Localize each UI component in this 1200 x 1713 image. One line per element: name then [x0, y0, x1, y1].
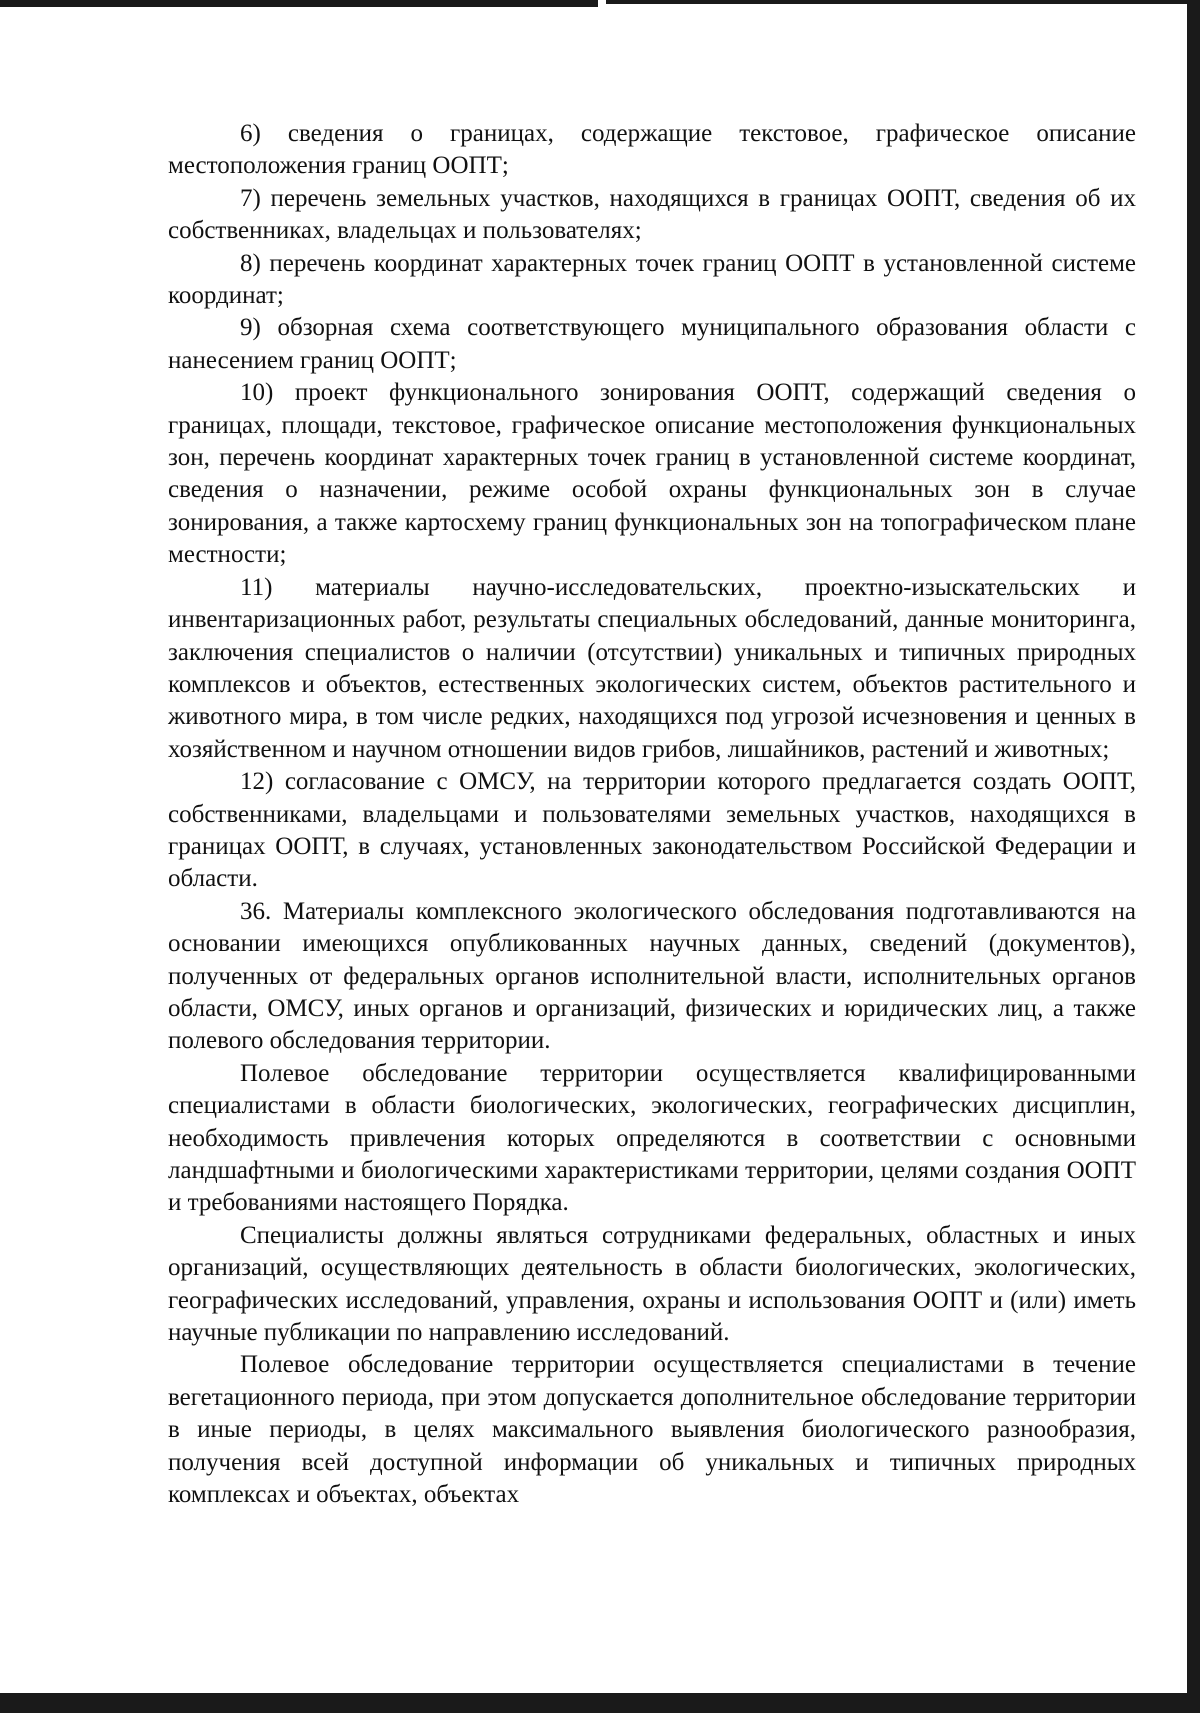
paragraph-item-10: 10) проект функционального зонирования ООПТ, содержащий сведения о границах, площади, текстовое, графическое описание местоположения функциональных зон, перечень координат характерных точек границ в установленной системе координат, сведения о назначении, режиме особой охраны функциональных зон в случае зонирования, а также картосхему границ функциональных зон на топографическом плане местности;	[168, 379, 1136, 569]
scan-edge-top-left	[0, 0, 598, 7]
paragraph-item-6: 6) сведения о границах, содержащие текстовое, графическое описание местоположения границ ООПТ;	[168, 120, 1136, 180]
paragraph-item-7: 7) перечень земельных участков, находящихся в границах ООПТ, сведения об их собственниках, владельцах и пользователях;	[168, 184, 1136, 245]
document-body	[168, 118, 1136, 1511]
paragraph-survey-period: Полевое обследование территории осуществляется специалистами в течение вегетационного периода, при этом допускается дополнительное обследование территории в иные периоды, в целях максимального выявления биологического разнообразия, получения всей доступной информации об уникальных и типичных природных комплексах и объектах, объектах	[168, 1351, 1136, 1509]
paragraph-item-12: 12) согласование с ОМСУ, на территории которого предлагается создать ООПТ, собственниками, владельцами и пользователями земельных участков, находящихся в границах ООПТ, в случаях, установленных законодательством Российской Федерации и области.	[168, 768, 1136, 893]
scan-edge-bottom	[0, 1693, 1200, 1713]
paragraph-item-8: 8) перечень координат характерных точек границ ООПТ в установленной системе координат;	[168, 249, 1136, 310]
paragraph-field-survey: Полевое обследование территории осуществляется квалифицированными специалистами в области биологических, экологических, географических дисциплин, необходимость привлечения которых определяются в соответствии с основными ландшафтными и биологическими характеристиками территории, целями создания ООПТ и требованиями настоящего Порядка.	[168, 1059, 1136, 1217]
paragraph-item-9: 9) обзорная схема соответствующего муниципального образования области с нанесением границ ООПТ;	[168, 314, 1136, 374]
scan-edge-top-right	[606, 0, 1200, 4]
paragraph-clause-36: 36. Материалы комплексного экологического обследования подготавливаются на основании имеющихся опубликованных научных данных, сведений (документов), полученных от федеральных органов исполнительной власти, исполнительных органов области, ОМСУ, иных органов и организаций, физических и юридических лиц, а также полевого обследования территории.	[168, 897, 1136, 1055]
paragraph-item-11: 11) материалы научно-исследовательских, проектно-изыскательских и инвентаризационных работ, результаты специальных обследований, данные мониторинга, заключения специалистов о наличии (отсутствии) уникальных и типичных природных комплексов и объектов, естественных экологических систем, объектов растительного и животного мира, в том числе редких, находящихся под угрозой исчезновения и ценных в хозяйственном и научном отношении видов грибов, лишайников, растений и животных;	[168, 573, 1136, 763]
scan-edge-right	[1187, 0, 1200, 1713]
paragraph-specialists: Специалисты должны являться сотрудниками федеральных, областных и иных организаций, осуществляющих деятельность в области биологических, экологических, географических исследований, управления, охраны и использования ООПТ и (или) иметь научные публикации по направлению исследований.	[168, 1221, 1136, 1347]
